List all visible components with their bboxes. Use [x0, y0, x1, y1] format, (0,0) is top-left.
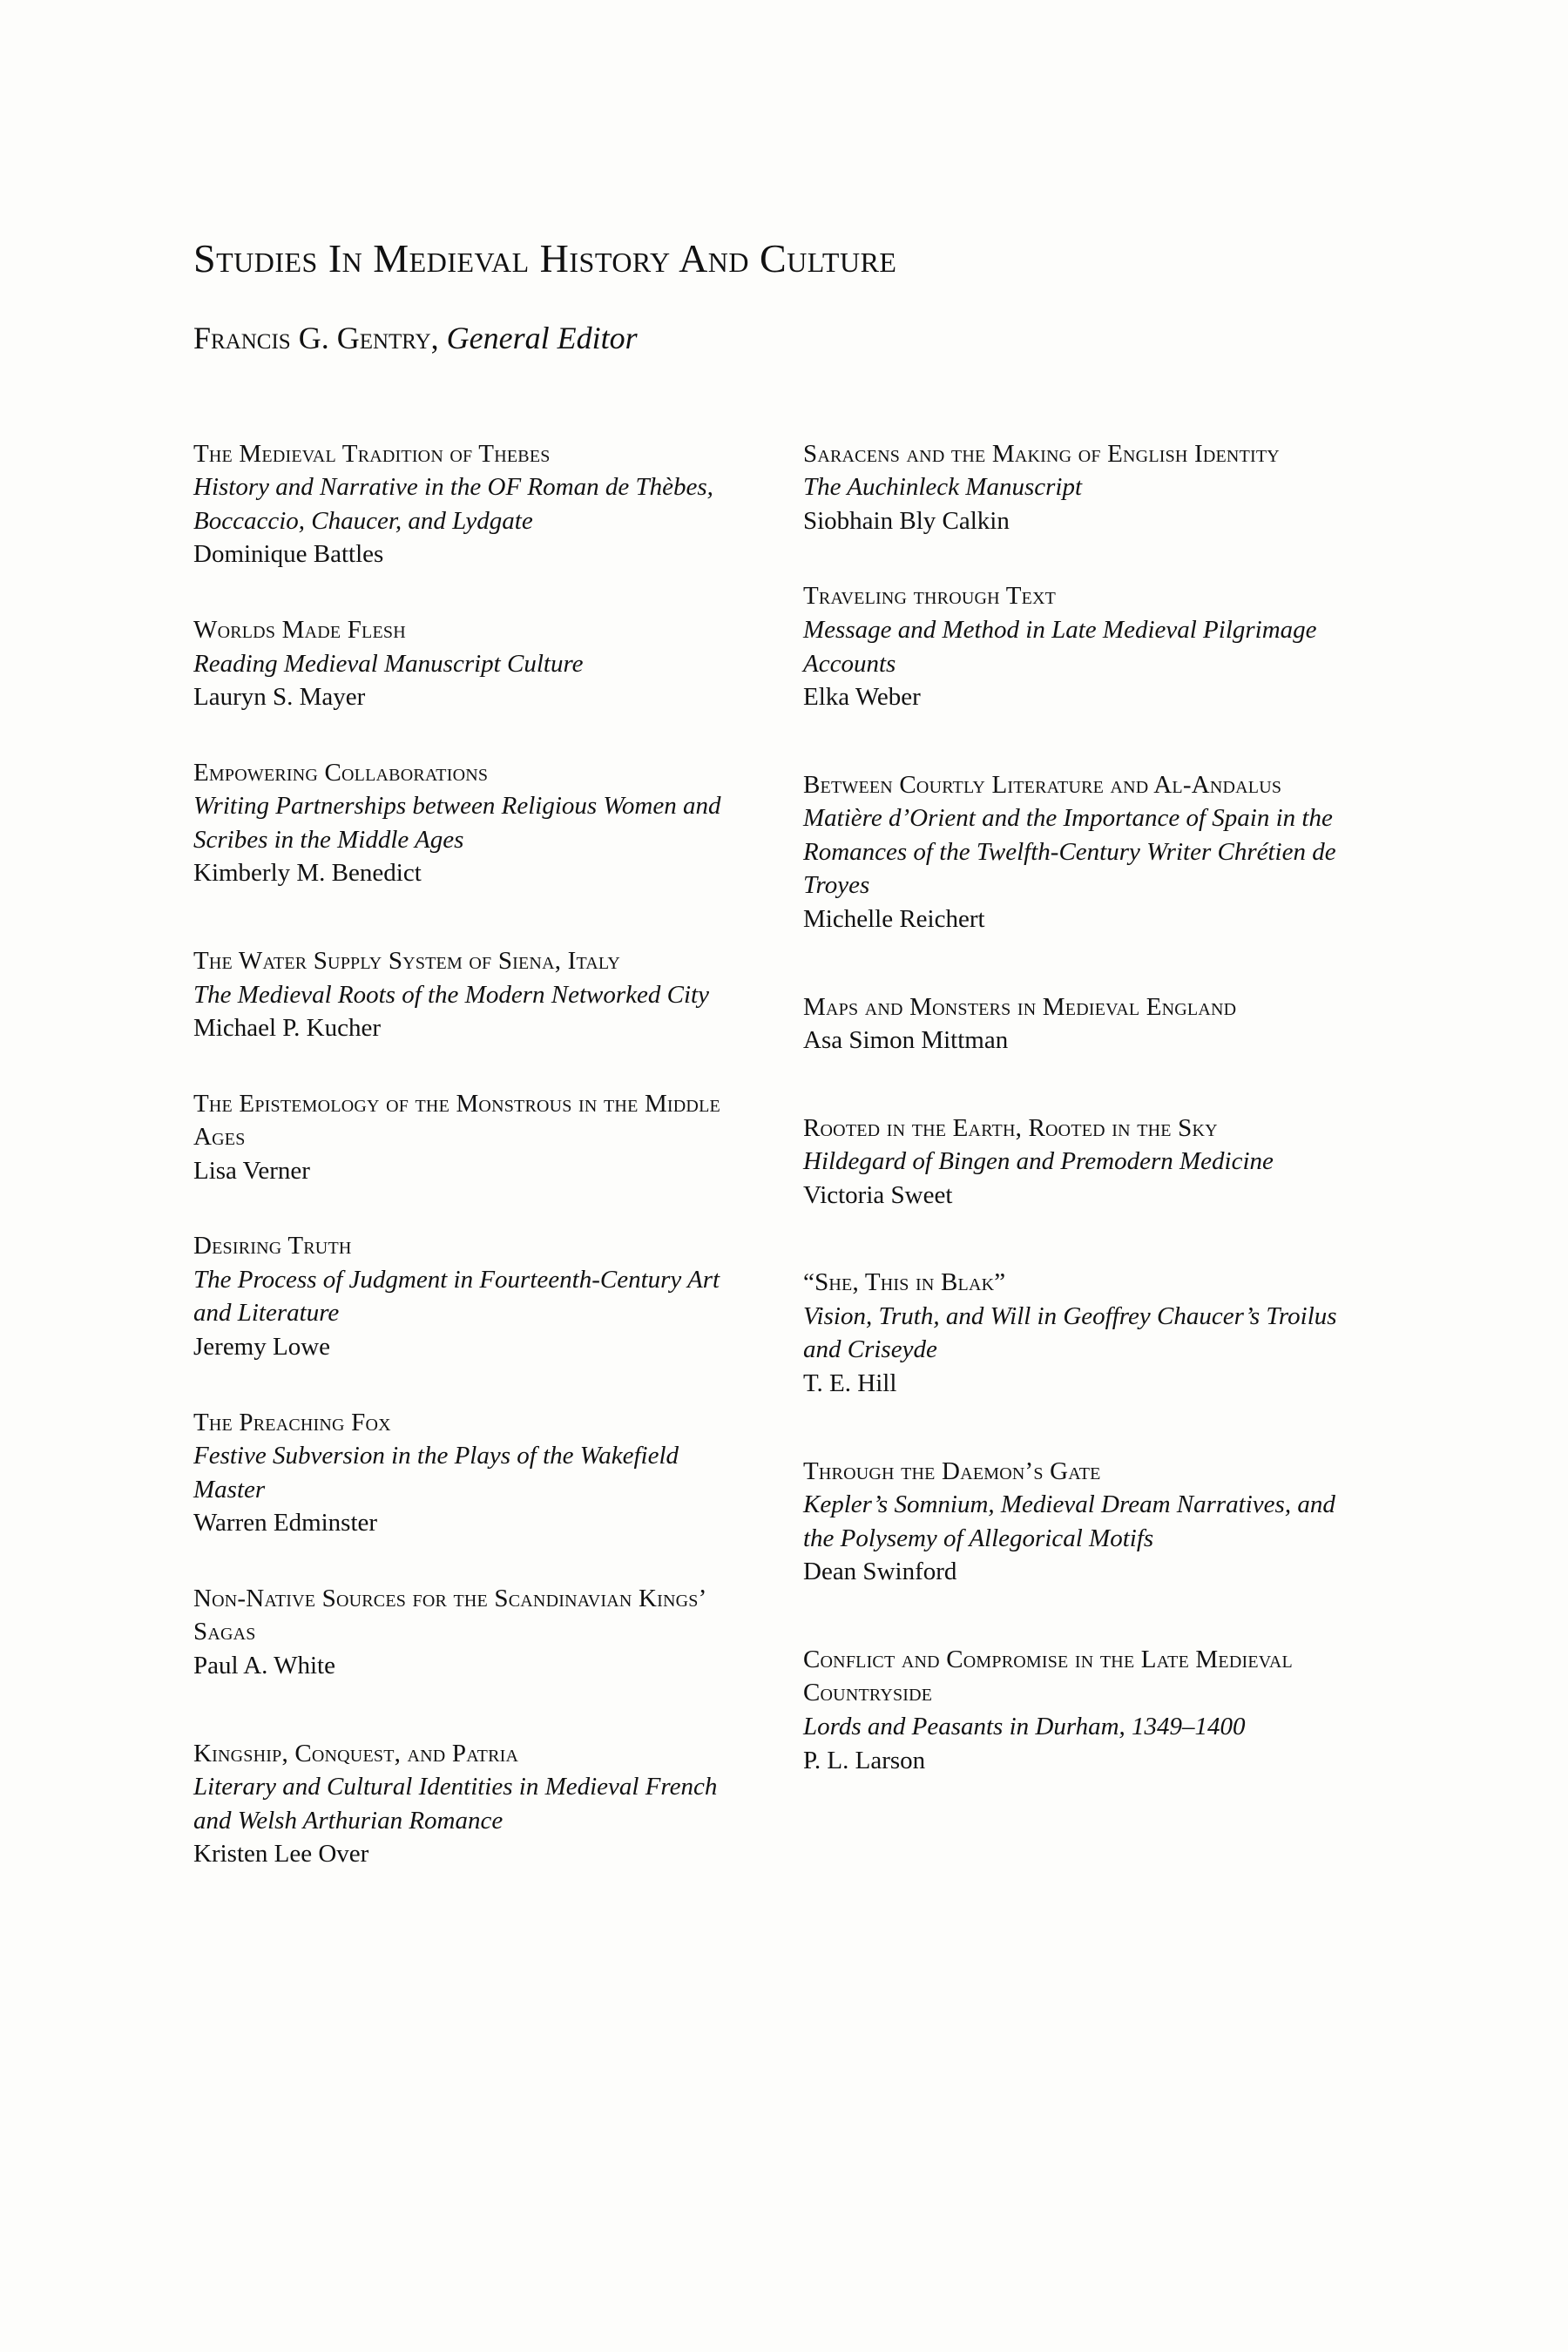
entry-author: Victoria Sweet: [803, 1180, 953, 1209]
list-item: [803, 1112, 1361, 1213]
list-item: [193, 944, 751, 1045]
entry-title: “She, This in Blak”: [803, 1268, 1006, 1297]
entry-title: Desiring Truth: [193, 1232, 352, 1260]
entry-title: Through the Daemon’s Gate: [803, 1456, 1101, 1485]
entry-title: The Epistemology of the Monstrous in the Middle Ages: [193, 1089, 720, 1152]
entry-author: Asa Simon Mittman: [803, 1026, 1009, 1055]
entry-subtitle: Festive Subversion in the Plays of the Wakefield Master: [193, 1442, 679, 1504]
entry-subtitle: History and Narrative in the OF Roman de Thèbes, Boccaccio, Chaucer, and Lydgate: [193, 473, 713, 535]
list-item: [803, 437, 1361, 538]
entry-subtitle: Vision, Truth, and Will in Geoffrey Chaucer’s Troilus and Criseyde: [803, 1301, 1337, 1364]
spacer: [803, 756, 1361, 768]
entry-subtitle: The Medieval Roots of the Modern Networked City: [193, 980, 709, 1009]
entry-author: Michelle Reichert: [803, 904, 985, 933]
entry-subtitle: Hildegard of Bingen and Premodern Medicine: [803, 1147, 1274, 1176]
entry-subtitle: Message and Method in Late Medieval Pilgrimage Accounts: [803, 616, 1317, 678]
entry-title: Kingship, Conquest, and Patria: [193, 1739, 519, 1767]
entry-author: Jeremy Lowe: [193, 1333, 331, 1362]
entry-author: Paul A. White: [193, 1651, 335, 1680]
entry-title: Non-Native Sources for the Scandinavian Kings’ Sagas: [193, 1584, 706, 1646]
entry-title: Conflict and Compromise in the Late Medieval Countryside: [803, 1645, 1293, 1707]
list-item: [193, 756, 751, 890]
list-item: [193, 613, 751, 714]
list-item: [193, 437, 751, 571]
list-item: [803, 1266, 1361, 1400]
entry-author: P. L. Larson: [803, 1746, 926, 1774]
entry-subtitle: Matière d’Orient and the Importance of Spain in the Romances of the Twelfth-Century Writer Chrétien de Troyes: [803, 804, 1336, 900]
entry-author: Siobhain Bly Calkin: [803, 506, 1010, 535]
entry-subtitle: Lords and Peasants in Durham, 1349–1400: [803, 1712, 1246, 1740]
list-item: [193, 1229, 751, 1363]
right-column: [803, 437, 1361, 1819]
list-item: [193, 1582, 751, 1683]
entry-subtitle: Kepler’s Somnium, Medieval Dream Narratives, and the Polysemy of Allegorical Motifs: [803, 1490, 1335, 1552]
page-title: Studies In Medieval History And Culture: [193, 236, 897, 280]
list-item: [193, 1087, 751, 1188]
spacer: [803, 978, 1361, 990]
spacer: [803, 1631, 1361, 1643]
left-column: [193, 437, 751, 1913]
entry-title: Worlds Made Flesh: [193, 616, 406, 645]
list-item: [193, 1737, 751, 1871]
entry-author: Dominique Battles: [193, 540, 384, 569]
entry-author: Lauryn S. Mayer: [193, 683, 366, 712]
series-editor-name: Francis G. Gentry,: [193, 320, 439, 355]
list-item: [803, 768, 1361, 936]
entry-author: Michael P. Kucher: [193, 1014, 382, 1043]
entry-subtitle: Reading Medieval Manuscript Culture: [193, 649, 584, 678]
entry-author: T. E. Hill: [803, 1369, 897, 1398]
entry-author: Warren Edminster: [193, 1509, 378, 1538]
entry-author: Kimberly M. Benedict: [193, 859, 422, 888]
entry-title: Rooted in the Earth, Rooted in the Sky: [803, 1113, 1218, 1142]
list-item: [803, 1643, 1361, 1777]
list-item: [803, 579, 1361, 713]
entry-title: Between Courtly Literature and Al-Andalus: [803, 770, 1282, 799]
spacer: [803, 1254, 1361, 1266]
entry-title: The Preaching Fox: [193, 1408, 391, 1436]
series-editor-role: General Editor: [446, 320, 638, 355]
entry-title: The Water Supply System of Siena, Italy: [193, 946, 620, 975]
spacer: [803, 1443, 1361, 1455]
series-editor-line: [193, 320, 1387, 357]
entry-author: Dean Swinford: [803, 1558, 957, 1586]
spacer: [193, 932, 751, 944]
entry-subtitle: Writing Partnerships between Religious Women and Scribes in the Middle Ages: [193, 792, 721, 854]
spacer: [193, 1725, 751, 1737]
entry-title: Saracens and the Making of English Identity: [803, 439, 1280, 468]
spacer: [803, 1099, 1361, 1112]
entry-title: Maps and Monsters in Medieval England: [803, 992, 1237, 1021]
entry-author: Elka Weber: [803, 683, 921, 712]
entry-subtitle: The Auchinleck Manuscript: [803, 473, 1083, 502]
list-item: [193, 1406, 751, 1540]
entry-subtitle: The Process of Judgment in Fourteenth-Century Art and Literature: [193, 1265, 720, 1328]
entry-title: Empowering Collaborations: [193, 758, 489, 787]
entry-subtitle: Literary and Cultural Identities in Medieval French and Welsh Arthurian Romance: [193, 1773, 718, 1835]
entry-title: The Medieval Tradition of Thebes: [193, 439, 551, 468]
page-content: [193, 236, 1387, 1869]
list-item: [803, 1455, 1361, 1589]
list-item: [803, 990, 1361, 1058]
entry-author: Kristen Lee Over: [193, 1840, 369, 1869]
entry-author: Lisa Verner: [193, 1156, 310, 1185]
entry-title: Traveling through Text: [803, 582, 1057, 611]
